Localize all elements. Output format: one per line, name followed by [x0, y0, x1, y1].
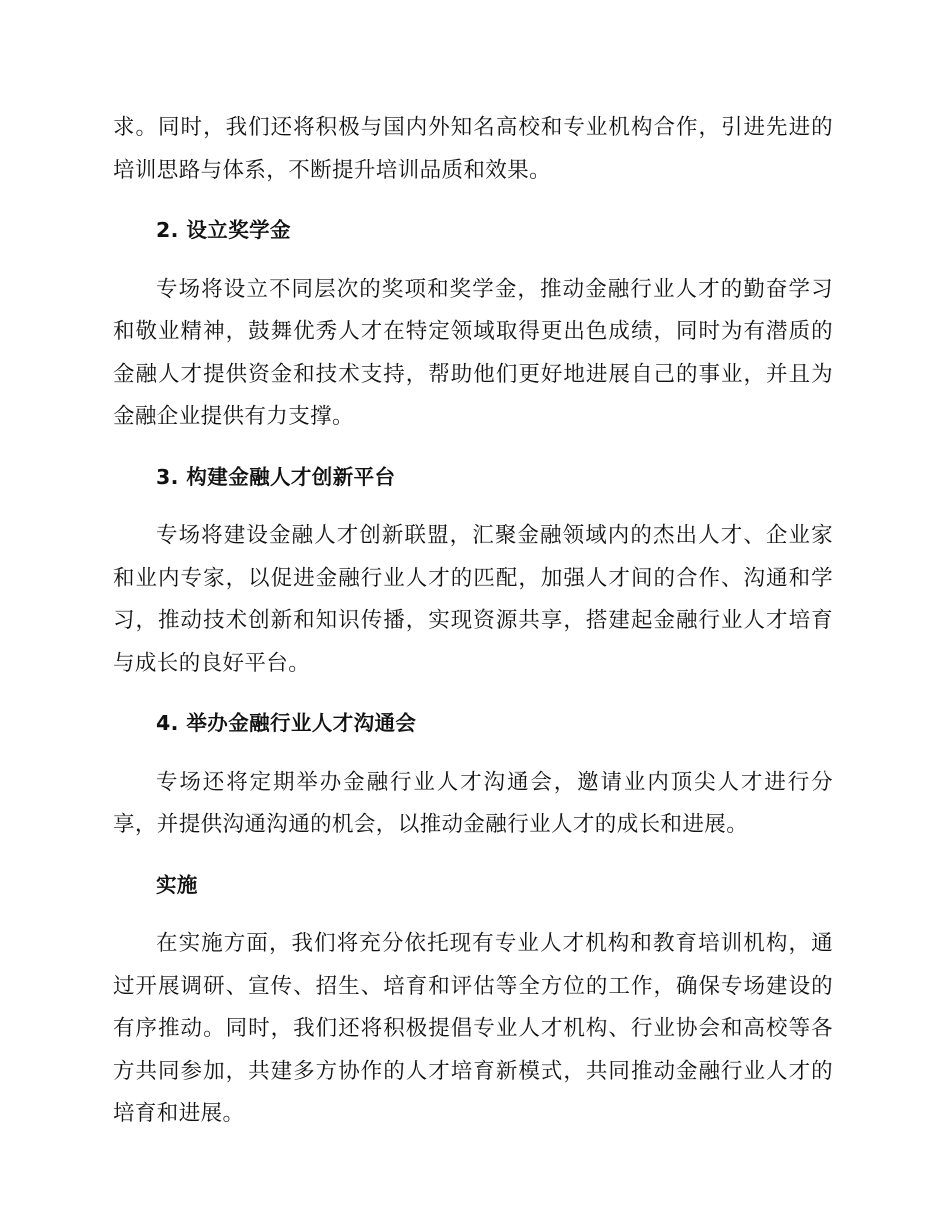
- section-heading-talent-meeting: 4. 举办金融行业人才沟通会: [156, 711, 417, 735]
- paragraph-continued: 求。同时，我们还将积极与国内外知名高校和专业机构合作，引进先进的培训思路与体系，不断提升培训品质和效果。: [113, 115, 833, 183]
- paragraph-scholarship: 专场将设立不同层次的奖项和奖学金，推动金融行业人才的勤奋学习和敬业精神，鼓舞优秀人才在特定领域取得更出色成绩，同时为有潜质的金融人才提供资金和技术支持，帮助他们更好地进展自己的事业，并且为金融企业提供有力支撑。: [113, 276, 833, 429]
- document-body: [113, 107, 833, 1153]
- paragraph-implementation: 在实施方面，我们将充分依托现有专业人才机构和教育培训机构，通过开展调研、宣传、招生、培育和评估等全方位的工作，确保专场建设的有序推动。同时，我们还将积极提倡专业人才机构、行业协会和高校等各方共同参加，共建多方协作的人才培育新模式，共同推动金融行业人才的培育和进展。: [113, 931, 833, 1126]
- paragraph-innovation-platform: 专场将建设金融人才创新联盟，汇聚金融领域内的杰出人才、企业家和业内专家，以促进金融行业人才的匹配，加强人才间的合作、沟通和学习，推动技术创新和知识传播，实现资源共享，搭建起金融行业人才培育与成长的良好平台。: [113, 523, 833, 676]
- section-heading-innovation-platform: 3. 构建金融人才创新平台: [156, 464, 396, 489]
- paragraph-talent-meeting: 专场还将定期举办金融行业人才沟通会，邀请业内顶尖人才进行分享，并提供沟通沟通的机会，以推动金融行业人才的成长和进展。: [113, 769, 833, 837]
- section-heading-scholarship: 2. 设立奖学金: [156, 218, 291, 242]
- section-heading-implementation: 实施: [156, 872, 198, 897]
